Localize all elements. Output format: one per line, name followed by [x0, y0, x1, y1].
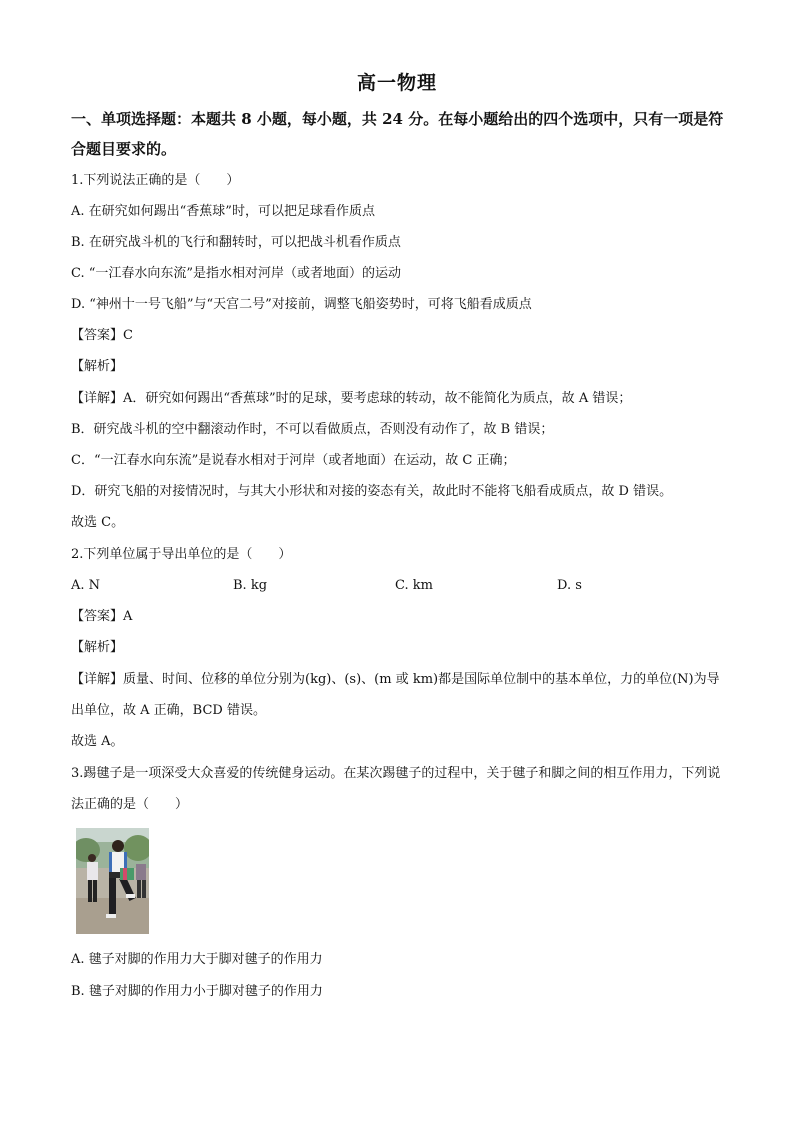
question-2-option-d: D. s — [557, 578, 582, 593]
section-heading: 一、单项选择题：本题共 8 小题，每小题，共 24 分。在每小题给出的四个选项中，只有一项是符合题目要求的。 — [71, 110, 724, 158]
question-1-detail-d: D．研究飞船的对接情况时，与其大小形状和对接的姿态有关，故此时不能将飞船看成质点，故 D 错误。 — [71, 484, 673, 499]
question-1-option-c: C. “一江春水向东流”是指水相对河岸（或者地面）的运动 — [71, 266, 402, 281]
question-1-detail-a: 【详解】A．研究如何踢出“香蕉球”时的足球，要考虑球的转动，故不能简化为质点，故 A 错误； — [71, 391, 632, 406]
question-2-detail: 【详解】质量、时间、位移的单位分别为(kg)、(s)、(m 或 km)都是国际单位制中的基本单位，力的单位(N)为导出单位，故 A 正确，BCD 错误。 — [71, 672, 720, 718]
question-2-option-b: B. kg — [233, 578, 268, 593]
question-1-option-a: A. 在研究如何踢出“香蕉球”时，可以把足球看作质点 — [71, 204, 375, 219]
page-title: 高一物理 — [356, 72, 437, 94]
shuttlecock-kicking-photo — [76, 828, 149, 934]
question-2-option-a: A. N — [71, 578, 101, 593]
question-2-option-c: C. km — [395, 578, 433, 593]
question-1-analysis-label: 【解析】 — [71, 359, 124, 374]
question-2-answer: 【答案】A — [71, 609, 133, 624]
question-1-option-d: D. “神州十一号飞船”与“天宫二号”对接前，调整飞船姿势时，可将飞船看成质点 — [71, 297, 532, 312]
question-2-conclusion: 故选 A。 — [71, 734, 124, 749]
question-3-option-b: B. 毽子对脚的作用力小于脚对毽子的作用力 — [71, 984, 323, 999]
question-3-stem: 3.踢毽子是一项深受大众喜爱的传统健身运动。在某次踢毽子的过程中，关于毽子和脚之间的相互作用力，下列说法正确的是（ ） — [71, 766, 721, 812]
question-2-analysis-label: 【解析】 — [71, 640, 124, 655]
question-1-answer: 【答案】C — [71, 328, 133, 343]
question-1-option-b: B. 在研究战斗机的飞行和翻转时，可以把战斗机看作质点 — [71, 235, 401, 250]
question-1-detail-c: C．“一江春水向东流”是说春水相对于河岸（或者地面）在运动，故 C 正确； — [71, 453, 516, 468]
question-2-stem: 2.下列单位属于导出单位的是（ ） — [71, 547, 292, 562]
question-3-option-a: A. 毽子对脚的作用力大于脚对毽子的作用力 — [71, 952, 323, 967]
question-1-conclusion: 故选 C。 — [71, 515, 125, 530]
question-1-detail-b: B．研究战斗机的空中翻滚动作时，不可以看做质点，否则没有动作了，故 B 错误； — [71, 422, 554, 437]
question-1-stem: 1.下列说法正确的是（ ） — [71, 173, 240, 188]
